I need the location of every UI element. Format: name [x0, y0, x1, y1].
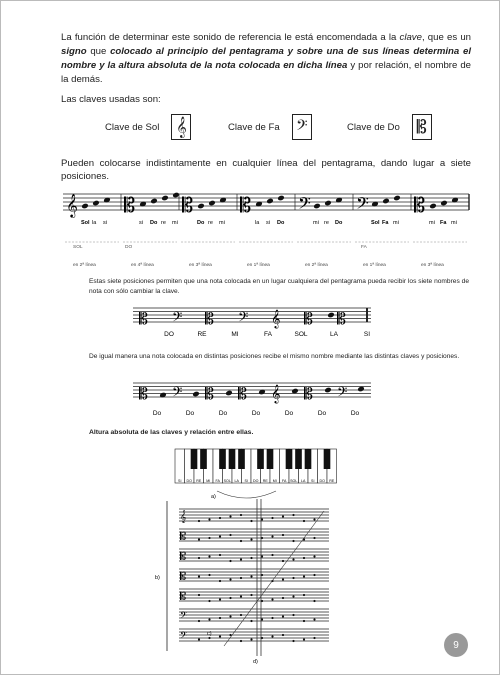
diagram-note [219, 517, 221, 519]
label-c: c) [207, 631, 212, 637]
diagram-note [240, 514, 242, 516]
label-d: d) [253, 659, 258, 665]
clef-icon: 𝄢 [180, 611, 188, 623]
key-label: RE [262, 479, 268, 483]
diagram-note [303, 620, 305, 622]
staff1-note [161, 195, 169, 202]
diagram-note [271, 554, 273, 556]
note-name-label: FA [264, 331, 272, 338]
black-key [191, 449, 198, 469]
staff3-note [324, 387, 332, 394]
absolute-pitch-title: Altura absoluta de las claves y relación entre ellas. [89, 429, 254, 436]
diagram-note [282, 634, 284, 636]
line-position-label: en 4ª línea [131, 263, 154, 268]
note-name-label: re [324, 220, 329, 226]
diagram-note [229, 578, 231, 580]
diagram-note [313, 618, 315, 620]
clef-icon: 𝄡 [180, 571, 187, 583]
black-key [219, 449, 226, 469]
key-label: DO [186, 479, 192, 483]
note-name-label: la [255, 220, 260, 226]
staff1-note [277, 195, 285, 202]
diagram-note [208, 637, 210, 639]
clef-icon: 𝄞 [271, 311, 281, 328]
diagram-note [313, 518, 315, 520]
note-name-label: Do [335, 220, 343, 226]
diagram-note [303, 575, 305, 577]
diagram-note [303, 638, 305, 640]
diagram-note [292, 640, 294, 642]
note-name-label: RE [197, 331, 207, 338]
staff1-note [313, 203, 321, 210]
diagram-note [229, 597, 231, 599]
arc-connector [217, 491, 276, 498]
clef-icon: 𝄡 [139, 386, 148, 403]
staff1-note [266, 198, 274, 205]
key-label: FA [282, 479, 287, 483]
black-key [238, 449, 245, 469]
key-label: SOL [223, 479, 231, 483]
diagram-note [198, 538, 200, 540]
clef-icon: 𝄡 [304, 311, 313, 328]
clef-icon: 𝄡 [414, 195, 426, 217]
clef-icon: 𝄢 [238, 311, 249, 328]
diagram-note [208, 555, 210, 557]
diagram-note [292, 577, 294, 579]
black-key [229, 449, 236, 469]
diagram-note [271, 598, 273, 600]
note-name-label: Sol [371, 220, 380, 226]
diagram-note [219, 580, 221, 582]
clef-icon: 𝄞 [66, 195, 78, 217]
note-name-label: Do [284, 410, 294, 417]
clef-do-item [347, 113, 432, 141]
clef-icon: 𝄡 [124, 195, 136, 217]
diagram-note [198, 620, 200, 622]
note-name-label: Do [317, 410, 327, 417]
clef-icon: 𝄡 [304, 386, 313, 403]
diagram-note [229, 615, 231, 617]
clef-do-label: Clave de Do [347, 121, 400, 133]
note-name-label: Sol [81, 220, 90, 226]
note-name-label: Fa [440, 220, 447, 226]
black-key [295, 449, 302, 469]
note-name-label: mi [393, 220, 399, 226]
staff1-note [81, 203, 89, 210]
alto-clef-icon: 𝄡 [412, 114, 432, 140]
diagram-note [250, 638, 252, 640]
key-label: SOL [290, 479, 298, 483]
reference-label: DO [125, 245, 133, 250]
clef-icon: 𝄞 [271, 386, 281, 403]
white-key [175, 449, 185, 483]
key-label: DO [319, 479, 325, 483]
clef-icon: 𝄡 [180, 591, 187, 603]
diagonal-line [224, 511, 324, 646]
diagram-note [282, 560, 284, 562]
line-position-label: en 1ª línea [363, 263, 386, 268]
diagram-note [219, 554, 221, 556]
diagram-note [240, 540, 242, 542]
staff1-note [393, 195, 401, 202]
diagram-note [250, 575, 252, 577]
line-position-label: en 2ª línea [73, 263, 96, 268]
diagram-note [250, 620, 252, 622]
diagram-note [229, 515, 231, 517]
clef-icon: 𝄡 [180, 551, 187, 563]
clef-icon: 𝄢 [172, 386, 183, 403]
note-name-label: MI [231, 331, 239, 338]
note-name-label: SOL [294, 331, 308, 338]
note-name-label: Do [197, 220, 205, 226]
staff1-note [197, 203, 205, 210]
note-name-label: DO [164, 331, 174, 338]
key-label: LA [234, 479, 239, 483]
diagram-note [240, 614, 242, 616]
staff3-note [192, 391, 200, 398]
note-name-label: mi [313, 220, 319, 226]
diagram-note [219, 635, 221, 637]
intro-text-2: , que es un [421, 32, 471, 43]
diagram-note [292, 614, 294, 616]
diagram-note [303, 594, 305, 596]
note-name-label: Do [150, 220, 158, 226]
clef-fa-item [228, 113, 312, 141]
diagram-note [313, 574, 315, 576]
diagram-note [292, 595, 294, 597]
staff3-note [225, 390, 233, 397]
reference-label: FA [361, 245, 367, 250]
diagram-note [240, 577, 242, 579]
diagram-note [282, 534, 284, 536]
diagram-note [313, 555, 315, 557]
diagram-note [250, 594, 252, 596]
treble-clef-icon: 𝄞 [171, 114, 191, 140]
diagram-note [198, 520, 200, 522]
black-key [200, 449, 207, 469]
diagram-note [229, 534, 231, 536]
diagram-note [219, 617, 221, 619]
label-a: a) [211, 494, 216, 500]
note-name-label: mi [429, 220, 435, 226]
intro-clave: clave [399, 32, 422, 43]
key-label: SI [244, 479, 248, 483]
clef-sol-item [105, 113, 191, 141]
bass-clef-icon: 𝄢 [292, 114, 312, 140]
key-label: SI [178, 479, 182, 483]
diagram-note [250, 557, 252, 559]
diagram-note [271, 517, 273, 519]
staff1-note [208, 200, 216, 207]
note-name-label: re [161, 220, 166, 226]
clef-icon: 𝄢 [172, 311, 183, 328]
clef-icon: 𝄡 [139, 311, 148, 328]
note-name-label: Do [350, 410, 360, 417]
reference-label: SOL [73, 245, 83, 250]
clef-sol-label: Clave de Sol [105, 121, 160, 133]
clef-icon: 𝄡 [182, 195, 194, 217]
same-note-staff [131, 379, 376, 421]
key-label: MI [272, 479, 277, 483]
diagram-note [198, 594, 200, 596]
key-label: RE [329, 479, 335, 483]
diagram-note [240, 595, 242, 597]
diagram-note [282, 615, 284, 617]
label-b: b) [155, 575, 160, 581]
staff1-note [429, 203, 437, 210]
clef-positions-staff [61, 186, 471, 271]
diagram-note [303, 557, 305, 559]
staff1-note [92, 200, 100, 207]
diagram-note [292, 540, 294, 542]
clef-icon: 𝄡 [337, 311, 346, 328]
diagram-note [271, 635, 273, 637]
note-name-label: mi [219, 220, 225, 226]
line-position-label: en 1ª línea [247, 263, 270, 268]
absolute-pitch-diagram [151, 441, 341, 671]
staff2-note [327, 312, 335, 319]
note-name-label: SI [363, 331, 371, 338]
key-label: FA [215, 479, 220, 483]
diagram-note [198, 638, 200, 640]
diagram-note [219, 598, 221, 600]
diagram-note [250, 520, 252, 522]
diagram-note [240, 558, 242, 560]
clef-icon: 𝄞 [180, 511, 187, 523]
note-name-label: Do [152, 410, 162, 417]
diagram-note [250, 538, 252, 540]
note-name-label: Do [218, 410, 228, 417]
intro-text-4: y por relación, el nombre de la demás. [61, 60, 471, 85]
seven-positions-text: Estas siete posiciones permiten que una nota colocada en un lugar cualquiera del pentagrama pueda recibir los siete nombres de nota con sólo cambiar la clave. [89, 278, 469, 295]
positions-paragraph: Pueden colocarse indistintamente en cualquier línea del pentagrama, dando lugar a siete posiciones. [61, 158, 471, 182]
key-label: DO [253, 479, 259, 483]
diagram-note [292, 514, 294, 516]
diagram-note [303, 520, 305, 522]
staff1-note [382, 198, 390, 205]
note-name-label: mi [451, 220, 457, 226]
black-key [324, 449, 331, 469]
diagram-note [198, 557, 200, 559]
clef-icon: 𝄢 [298, 195, 311, 217]
diagram-note [282, 515, 284, 517]
page-number-badge: 9 [444, 633, 468, 657]
note-name-label: Do [277, 220, 285, 226]
diagram-note [208, 600, 210, 602]
diagram-note [240, 640, 242, 642]
diagram-note [219, 535, 221, 537]
line-position-label: en 2ª línea [305, 263, 328, 268]
diagram-note [208, 618, 210, 620]
key-label: SI [311, 479, 315, 483]
note-name-label: si [103, 220, 107, 226]
black-key [257, 449, 264, 469]
clef-icon: 𝄢 [337, 386, 348, 403]
claves-title: Las claves usadas son: [61, 94, 161, 105]
note-name-label: re [208, 220, 213, 226]
intro-text-3: que [86, 46, 111, 57]
diagram-note [271, 617, 273, 619]
diagram-note [282, 597, 284, 599]
key-label: LA [301, 479, 306, 483]
clef-icon: 𝄡 [238, 386, 247, 403]
clef-icon: 𝄡 [205, 311, 214, 328]
clef-icon: 𝄡 [180, 531, 187, 543]
same-name-text: De igual manera una nota colocada en distintas posiciones recibe el mismo nombre mediante las distintas claves y posiciones. [89, 353, 460, 360]
diagram-note [313, 537, 315, 539]
diagram-note [229, 560, 231, 562]
diagram-note [208, 537, 210, 539]
clef-icon: 𝄡 [240, 195, 252, 217]
seven-names-staff [131, 304, 376, 344]
black-key [286, 449, 293, 469]
line-position-label: en 3ª línea [421, 263, 444, 268]
staff1-note [440, 200, 448, 207]
note-name-label: mi [172, 220, 178, 226]
clef-fa-label: Clave de Fa [228, 121, 280, 133]
intro-text-1: La función de determinar este sonido de referencia le está encomendada a la [61, 32, 400, 43]
diagram-note [313, 600, 315, 602]
key-label: MI [206, 479, 211, 483]
note-name-label: la [92, 220, 97, 226]
black-key [305, 449, 312, 469]
intro-definition: colocado al principio del pentagrama y sobre una de sus líneas determina el nombre y la altura absoluta de la nota colocada en dicha línea [61, 46, 471, 71]
note-name-label: Do [251, 410, 261, 417]
note-name-label: si [266, 220, 270, 226]
note-name-label: Do [185, 410, 195, 417]
line-position-label: en 3ª línea [189, 263, 212, 268]
diagram-note [313, 637, 315, 639]
clef-icon: 𝄢 [180, 631, 188, 643]
diagram-note [198, 575, 200, 577]
intro-signo: signo [61, 46, 87, 57]
black-key [267, 449, 274, 469]
intro-paragraph [61, 31, 471, 87]
staff1-note [324, 200, 332, 207]
note-name-label: Fa [382, 220, 389, 226]
clef-icon: 𝄢 [356, 195, 369, 217]
staff1-note [150, 198, 158, 205]
diagram-note [271, 535, 273, 537]
clef-icon: 𝄡 [205, 386, 214, 403]
diagram-note [208, 518, 210, 520]
note-name-label: si [139, 220, 143, 226]
diagram-note [292, 558, 294, 560]
diagram-note [282, 578, 284, 580]
diagram-note [208, 574, 210, 576]
note-name-label: LA [330, 331, 338, 338]
key-label: RE [196, 479, 202, 483]
